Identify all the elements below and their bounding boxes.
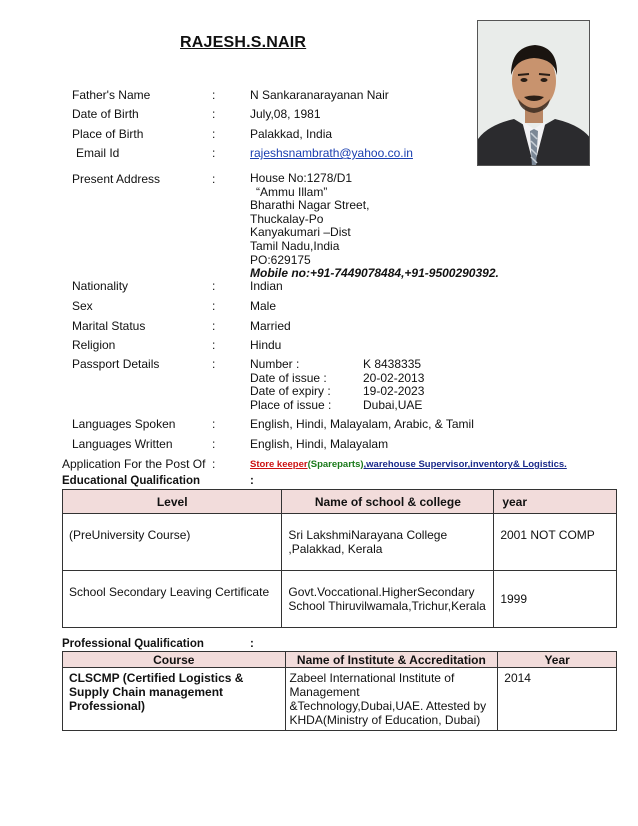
colon: : (212, 417, 216, 431)
passport-place-label: Place of issue : (250, 398, 332, 412)
pob-label: Place of Birth (72, 127, 144, 141)
address-line: “Ammu Illam” (256, 184, 328, 199)
header-level: Level (63, 490, 282, 514)
sex-label: Sex (72, 299, 93, 313)
colon: : (212, 88, 216, 102)
edu-level: (PreUniversity Course) (63, 514, 282, 571)
sex-value: Male (250, 299, 277, 313)
address-line: Tamil Nadu,India (250, 238, 340, 253)
colon: : (212, 146, 216, 160)
address-line: PO:629175 (250, 252, 311, 267)
nationality-value: Indian (250, 279, 283, 293)
education-table-header (63, 490, 617, 514)
languages-written-value: English, Hindi, Malayalam (250, 437, 389, 451)
colon: : (212, 299, 216, 313)
post-applied-value (250, 459, 567, 470)
education-table (62, 489, 617, 628)
table-row (63, 514, 617, 571)
institute-name: Zabeel International Institute of Management &Technology,Dubai,UAE. Attested by KHDA(Ministry of Education, Dubai) (285, 668, 498, 731)
edu-year: 2001 NOT COMP (494, 514, 617, 571)
colon: : (250, 638, 254, 650)
passport-place-value: Dubai,UAE (363, 398, 423, 412)
edu-year: 1999 (494, 571, 617, 628)
portrait-image (478, 21, 590, 166)
email-link[interactable]: rajeshsnambrath@yahoo.co.in (250, 146, 413, 160)
father-name-label: Father's Name (72, 88, 151, 102)
colon: : (212, 357, 216, 371)
nationality-label: Nationality (72, 279, 129, 293)
passport-expiry-label: Date of expiry : (250, 384, 331, 398)
dob-label: Date of Birth (72, 107, 139, 121)
father-name-value: N Sankaranarayanan Nair (250, 88, 389, 102)
address-line: Thuckalay-Po (250, 211, 324, 226)
candidate-name: RAJESH.S.NAIR (180, 34, 307, 51)
table-row (63, 571, 617, 628)
header-institute: Name of Institute & Accreditation (285, 652, 498, 668)
header-course: Course (63, 652, 286, 668)
languages-spoken-value: English, Hindi, Malayalam, Arabic, & Tamil (250, 417, 474, 431)
colon: : (212, 172, 216, 186)
pob-value: Palakkad, India (250, 127, 333, 141)
edu-school: Govt.Voccational.HigherSecondary School Thiruvilwamala,Trichur,Kerala (282, 571, 494, 628)
colon: : (212, 338, 216, 352)
marital-label: Marital Status (72, 319, 146, 333)
address-label: Present Address (72, 172, 161, 186)
languages-written-label: Languages Written (72, 437, 173, 451)
professional-table (62, 651, 617, 731)
address-line: Bharathi Nagar Street, (250, 198, 370, 213)
post-part-spareparts: (Spareparts) (307, 459, 364, 470)
profile-photo (477, 20, 590, 166)
colon: : (250, 475, 254, 487)
colon: : (212, 107, 216, 121)
passport-number-label: Number : (250, 357, 300, 371)
colon: : (212, 457, 216, 471)
colon: : (212, 127, 216, 141)
post-part-store-keeper: Store keeper (250, 459, 308, 470)
edu-school: Sri LakshmiNarayana College ,Palakkad, Kerala (282, 514, 494, 571)
address-block (250, 172, 499, 281)
post-part-rest: ,warehouse Supervisor,inventory& Logistics. (363, 459, 567, 470)
educational-qualification-heading: Educational Qualification (62, 475, 201, 487)
table-row (63, 668, 617, 731)
passport-issue-value: 20-02-2013 (363, 371, 425, 385)
languages-spoken-label: Languages Spoken (72, 417, 176, 431)
religion-label: Religion (72, 338, 116, 352)
colon: : (212, 319, 216, 333)
colon: : (212, 279, 216, 293)
address-line: Kanyakumari –Dist (250, 225, 351, 240)
mobile-numbers: Mobile no:+91-7449078484,+91-9500290392. (250, 266, 499, 281)
course-name: CLSCMP (Certified Logistics & Supply Chain management Professional) (63, 668, 286, 731)
professional-table-header (63, 652, 617, 668)
post-applied-label: Application For the Post Of (62, 457, 206, 471)
email-label: Email Id (76, 146, 120, 160)
passport-issue-label: Date of issue : (250, 371, 327, 385)
passport-number-value: K 8438335 (363, 357, 422, 371)
passport-label: Passport Details (72, 357, 160, 371)
religion-value: Hindu (250, 338, 282, 352)
edu-level: School Secondary Leaving Certificate (63, 571, 282, 628)
header-school: Name of school & college (282, 490, 494, 514)
header-year: Year (498, 652, 617, 668)
professional-qualification-heading: Professional Qualification (62, 638, 204, 650)
passport-expiry-value: 19-02-2023 (363, 384, 425, 398)
dob-value: July,08, 1981 (250, 107, 321, 121)
marital-value: Married (250, 319, 291, 333)
colon: : (212, 437, 216, 451)
course-year: 2014 (498, 668, 617, 731)
address-line: House No:1278/D1 (250, 171, 353, 185)
header-year: year (494, 490, 617, 514)
